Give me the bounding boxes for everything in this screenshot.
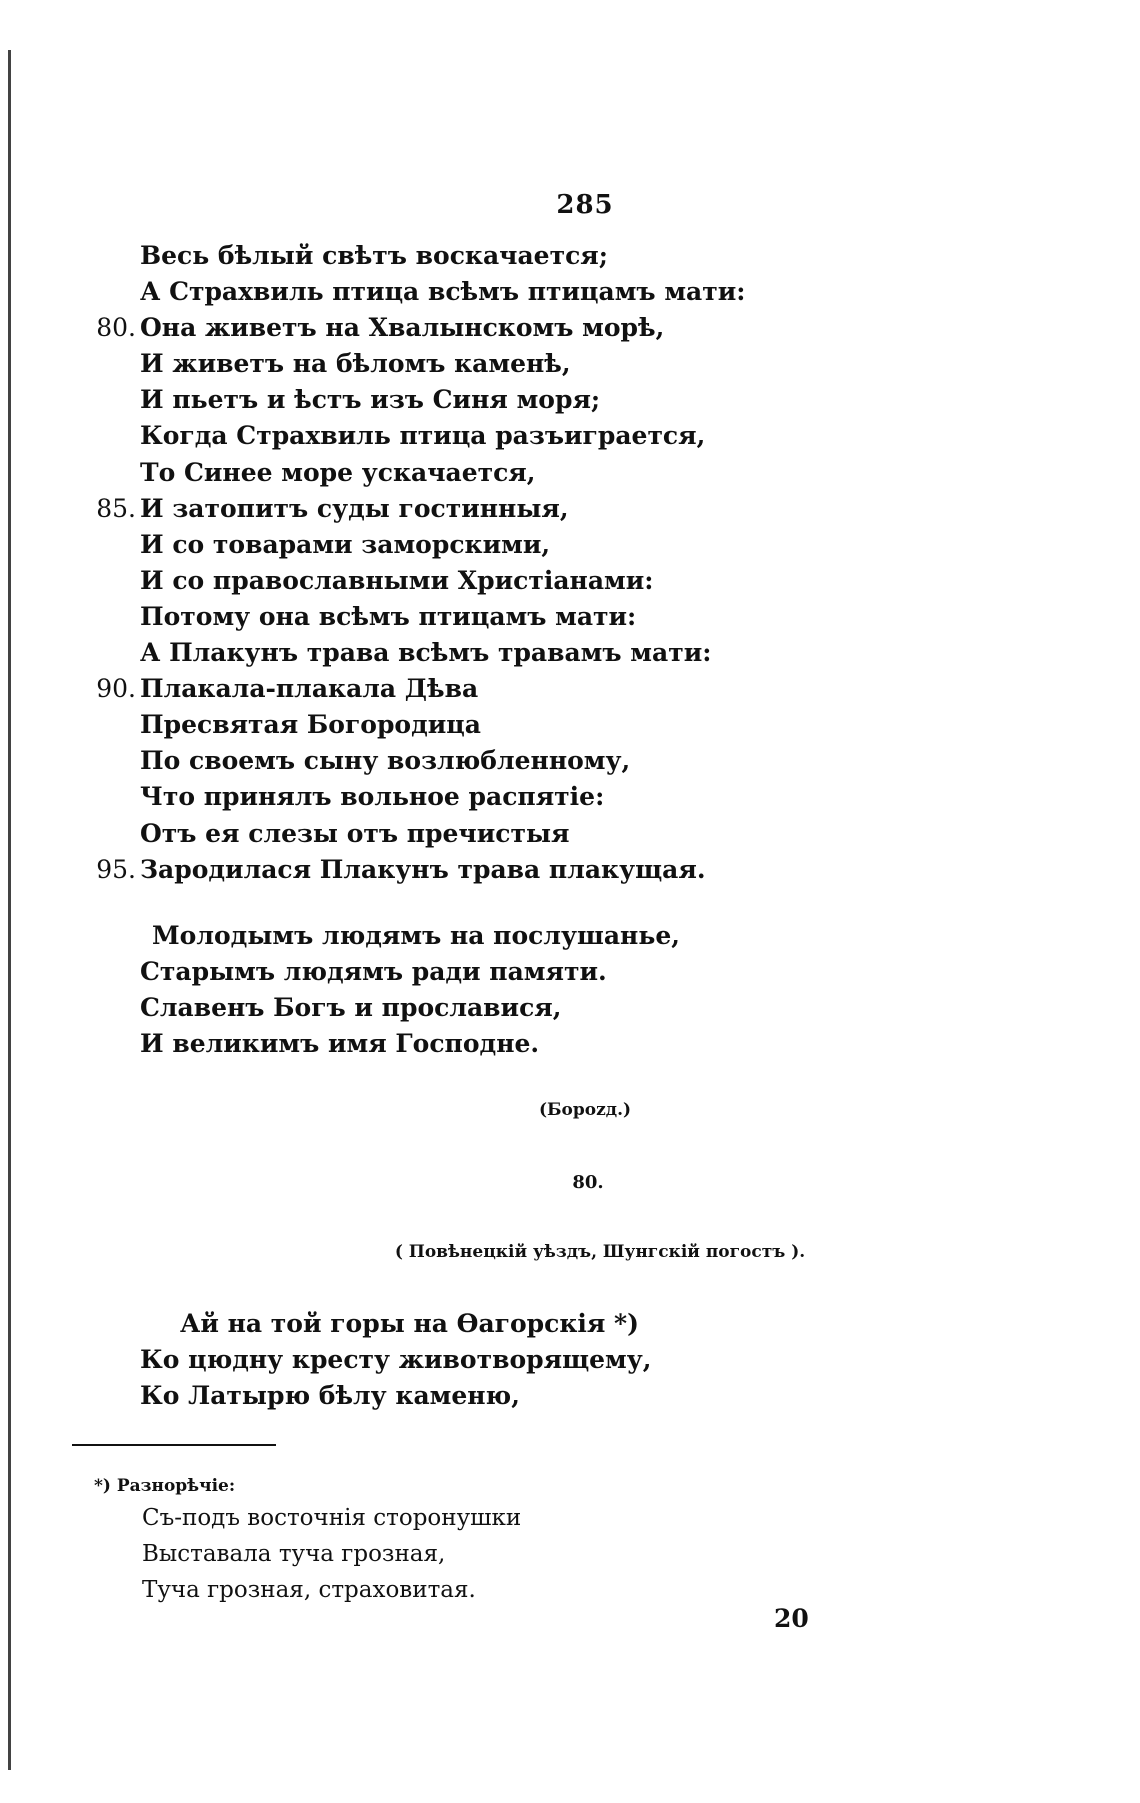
line-number: 80.	[96, 313, 136, 343]
line-number: 95.	[96, 854, 136, 884]
line-text: То Синее море ускачается,	[140, 457, 536, 487]
footnote-divider	[72, 1444, 276, 1446]
line-text: Отъ ея слезы отъ пречистыя	[140, 818, 570, 848]
song-number: 80.	[572, 1172, 604, 1193]
verse-line	[92, 346, 892, 382]
verse-line	[92, 779, 892, 815]
line-text: Пресвятая Богородица	[140, 710, 481, 740]
footnote-marker: *) Разнорѣчіе:	[94, 1476, 236, 1496]
line-text: Ко цюдну кресту животворящему,	[140, 1345, 652, 1375]
line-text: Ко Латырю бѣлу каменю,	[140, 1381, 520, 1411]
verse-line	[140, 1342, 940, 1378]
verse-line	[92, 274, 892, 310]
verse-line	[92, 635, 892, 671]
footnote-line: Выставала туча грозная,	[142, 1541, 446, 1567]
verse-line	[92, 743, 892, 779]
line-text: И живетъ на бѣломъ каменѣ,	[140, 349, 571, 379]
verse-line	[92, 310, 892, 346]
line-text: Ай на той горы на Ѳагорскія *)	[180, 1309, 639, 1338]
line-text: Старымъ людямъ ради памяти.	[140, 957, 607, 987]
line-text: По своемъ сыну возлюбленному,	[140, 746, 631, 776]
new-song-verses	[140, 1306, 940, 1414]
closing-line	[140, 954, 940, 990]
verse-block	[92, 238, 892, 888]
page-number: 285	[556, 190, 614, 220]
verse-line	[92, 418, 892, 454]
verse-line	[92, 599, 892, 635]
line-text: А Страхвиль птица всѣмъ птицамъ мати:	[140, 277, 746, 307]
line-number: 90.	[96, 674, 136, 704]
verse-line	[92, 852, 892, 888]
footnote-line: Съ-подъ восточнія сторонушки	[142, 1505, 522, 1531]
line-text: Что принялъ вольное распятіе:	[140, 782, 605, 812]
verse-line	[140, 1378, 940, 1414]
location-heading: ( Повѣнецкій уѣздъ, Шунгскій погостъ ).	[394, 1242, 806, 1262]
line-text: Славенъ Богъ и прославися,	[140, 993, 562, 1023]
verse-line	[92, 455, 892, 491]
line-text: А Плакунъ трава всѣмъ травамъ мати:	[140, 638, 712, 668]
line-text: Зародилася Плакунъ трава плакущая.	[140, 854, 706, 884]
line-text: И со православными Христіанами:	[140, 565, 654, 595]
footnote-line: Туча грозная, страховитая.	[142, 1577, 476, 1603]
closing-line	[140, 990, 940, 1026]
closing-verses	[140, 918, 940, 1062]
source-attribution: (Бороzд.)	[538, 1100, 632, 1120]
verse-line	[92, 238, 892, 274]
line-text: Потому она всѣмъ птицамъ мати:	[140, 601, 637, 631]
verse-line	[92, 671, 892, 707]
verse-line	[140, 1306, 940, 1342]
verse-line	[92, 382, 892, 418]
line-text: Она живетъ на Хвалынскомъ морѣ,	[140, 313, 665, 343]
line-text: И затопитъ суды гостинныя,	[140, 493, 569, 523]
verse-line	[92, 527, 892, 563]
verse-line	[92, 816, 892, 852]
line-text: И со товарами заморскими,	[140, 529, 551, 559]
footnote-body	[142, 1500, 842, 1608]
line-text: И пьетъ и ѣстъ изъ Синя моря;	[140, 385, 601, 415]
line-text: И великимъ имя Господне.	[140, 1029, 540, 1059]
line-text: Когда Страхвиль птица разъиграется,	[140, 421, 706, 451]
line-text: Молодымъ людямъ на послушанье,	[152, 921, 680, 950]
line-text: Плакала-плакала Дѣва	[140, 674, 479, 704]
line-number: 85.	[96, 493, 136, 523]
signature-mark: 20	[774, 1604, 809, 1633]
closing-line	[140, 1026, 940, 1062]
verse-line	[92, 707, 892, 743]
verse-line	[92, 491, 892, 527]
line-text: Весь бѣлый свѣтъ воскачается;	[140, 241, 608, 270]
closing-line	[140, 918, 940, 954]
page-edge-line	[8, 50, 11, 1770]
verse-line	[92, 563, 892, 599]
